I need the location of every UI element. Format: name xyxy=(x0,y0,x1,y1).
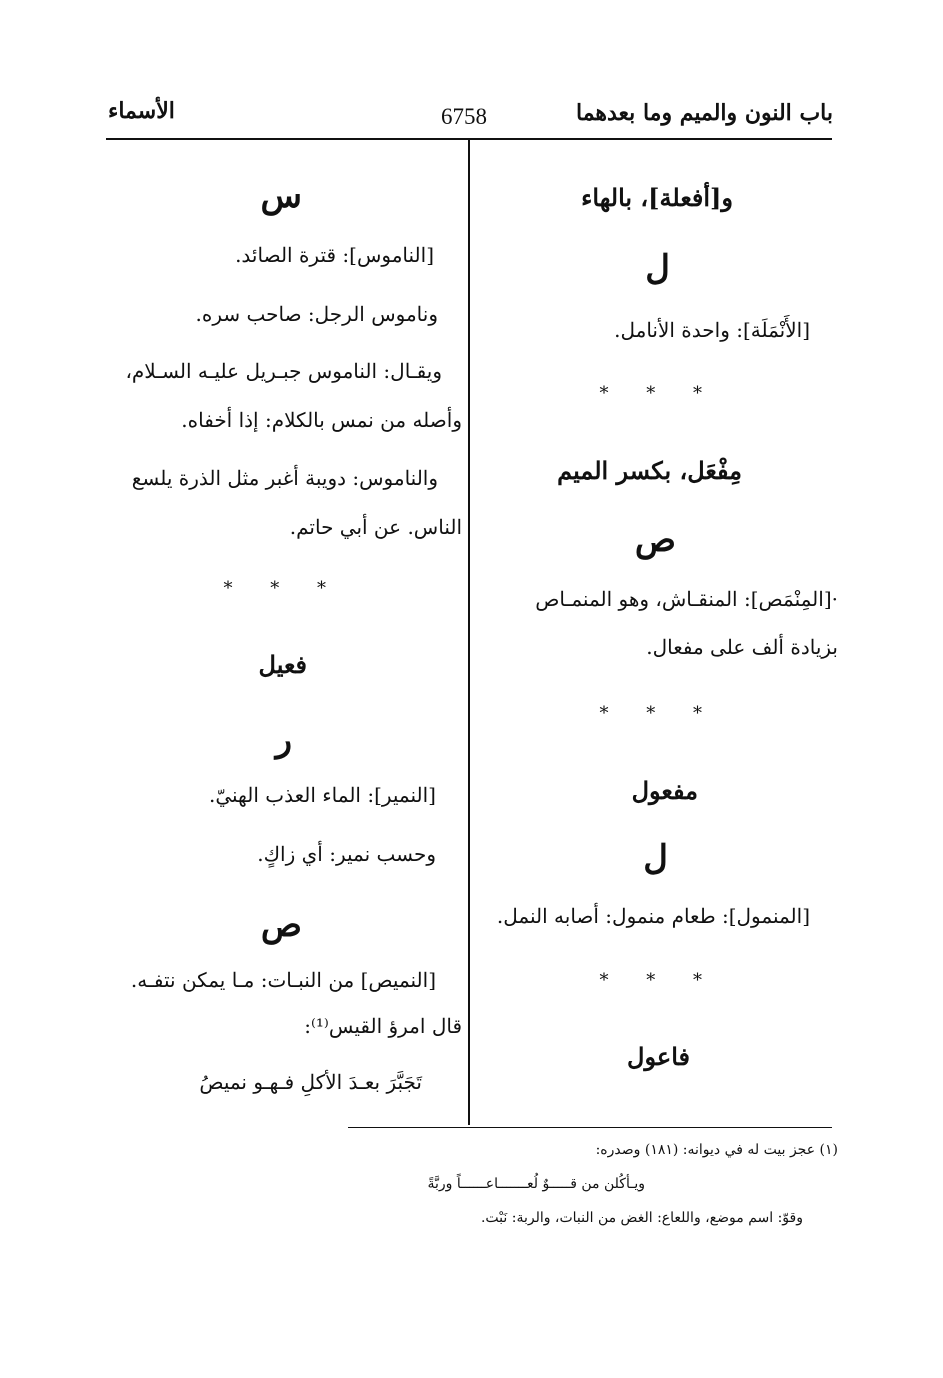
footnote-line: وقوّ: اسم موضع، واللعاع: الغض من النبات، والربة: نَبْت. xyxy=(480,1210,803,1226)
separator-stars: * * * xyxy=(599,703,718,724)
pattern-heading: مِفْعَل، بكسر الميم xyxy=(557,456,742,485)
separator-stars: * * * xyxy=(599,970,718,991)
pattern-heading: فعيل xyxy=(258,650,307,679)
entry-text: [النميص] من النبـات: مـا يمكن نتفـه. xyxy=(130,968,436,992)
footnote-line: (١) عجز بيت له في ديوانه: (١٨١) وصدره: xyxy=(595,1142,838,1158)
letter-heading: ل xyxy=(643,838,668,878)
entry-text: قال امرؤ القيس⁽¹⁾: xyxy=(304,1014,462,1038)
entry-text: والناموس: دويبة أغبر مثل الذرة يلسع xyxy=(131,466,438,490)
left-column xyxy=(100,0,462,1120)
entry-text: [الأَنْمَلَة]: واحدة الأنامل. xyxy=(614,318,810,342)
entry-text: [المنمول]: طعام منمول: أصابه النمل. xyxy=(496,904,810,928)
entry-text: [النمير]: الماء العذب الهنيّ. xyxy=(208,783,436,807)
footnote-rule xyxy=(348,1127,832,1128)
pattern-heading: مفعول xyxy=(631,776,698,805)
entry-text: وناموس الرجل: صاحب سره. xyxy=(195,302,438,326)
page-number: 6758 xyxy=(441,104,487,129)
entry-text: الناس. عن أبي حاتم. xyxy=(289,515,462,539)
letter-heading: ل xyxy=(645,248,670,288)
pattern-heading: و[أفعلة]، بالهاء xyxy=(581,183,733,212)
letter-heading: ص xyxy=(260,905,302,945)
footnote-verse: ويـأكُلن من قـــــوٌ لُعـــــــاعــــــاً وربَّةً xyxy=(427,1176,645,1192)
entry-text: وحسب نمير: أي زاكٍ. xyxy=(257,842,436,866)
header-chapter-title: باب النون والميم وما بعدهما xyxy=(575,100,833,126)
letter-heading: س xyxy=(260,176,302,216)
entry-text: بزيادة ألف على مفعال. xyxy=(646,635,838,659)
entry-text: [الناموس]: قترة الصائد. xyxy=(235,243,434,267)
verse-text: تَجَبَّرَ بعـدَ الأكلِ فـهـو نميصُ xyxy=(199,1070,422,1094)
separator-stars: * * * xyxy=(223,578,342,599)
right-column xyxy=(476,0,838,1120)
header-section-title: الأسماء xyxy=(108,98,175,124)
entry-text: ·[المِنْمَص]: المنقـاش، وهو المنمـاص xyxy=(535,587,838,611)
letter-heading: ص xyxy=(634,520,676,560)
letter-heading: ر xyxy=(275,720,292,760)
entry-text: وأصله من نمس بالكلام: إذا أخفاه. xyxy=(181,408,462,432)
column-divider xyxy=(468,140,470,1125)
pattern-heading: فاعول xyxy=(627,1042,690,1071)
entry-text: ويقـال: الناموس جبـريل عليـه السـلام، xyxy=(125,359,442,383)
separator-stars: * * * xyxy=(599,383,718,404)
